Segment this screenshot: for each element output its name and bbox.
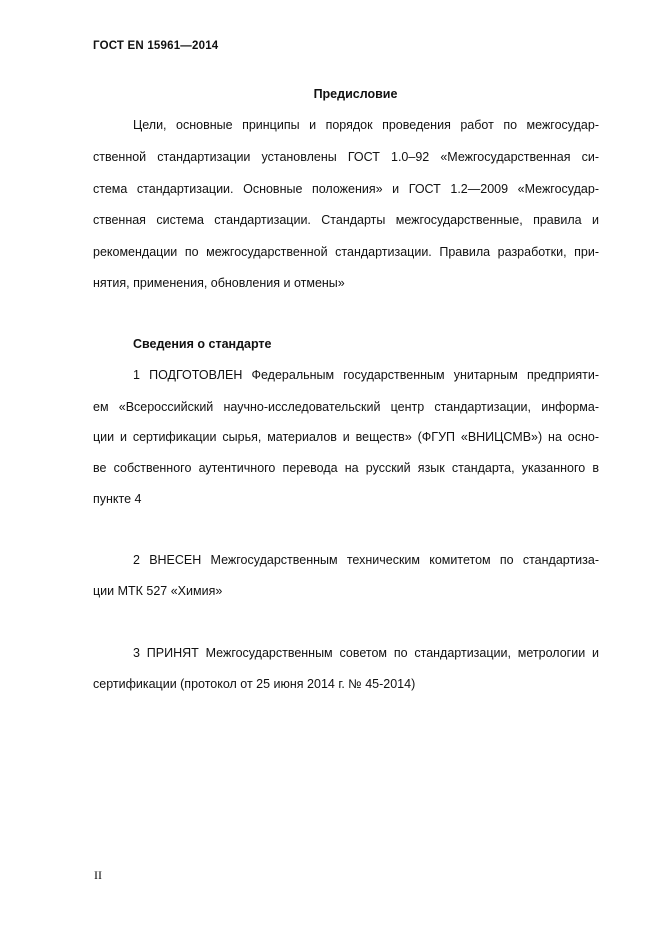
- foreword-line-5: рекомендации по межгосударственной стандартизации. Правила разработки, при-: [93, 245, 599, 259]
- foreword-line-1: Цели, основные принципы и порядок проведения работ по межгосудар-: [133, 118, 599, 132]
- item2-line-1: 2 ВНЕСЕН Межгосударственным техническим комитетом по стандартиза-: [133, 553, 599, 567]
- item1-line-1: 1 ПОДГОТОВЛЕН Федеральным государственным унитарным предприяти-: [133, 368, 599, 382]
- item2-line-2: ции МТК 527 «Химия»: [93, 584, 223, 598]
- item1-line-3: ции и сертификации сырья, материалов и веществ» (ФГУП «ВНИЦСМВ») на осно-: [93, 430, 599, 444]
- item1-line-5: пункте 4: [93, 492, 142, 506]
- foreword-line-4: ственная система стандартизации. Стандарты межгосударственные, правила и: [93, 213, 599, 227]
- foreword-line-3: стема стандартизации. Основные положения» и ГОСТ 1.2—2009 «Межгосудар-: [93, 182, 599, 196]
- item3-line-1: 3 ПРИНЯТ Межгосударственным советом по стандартизации, метрологии и: [133, 646, 599, 660]
- standard-code-header: ГОСТ EN 15961—2014: [93, 40, 219, 52]
- standard-info-title: Сведения о стандарте: [133, 337, 272, 351]
- foreword-line-2: ственной стандартизации установлены ГОСТ 1.0–92 «Межгосударственная си-: [93, 150, 599, 164]
- item1-line-4: ве собственного аутентичного перевода на русский язык стандарта, указанного в: [93, 461, 599, 475]
- item1-line-2: ем «Всероссийский научно-исследовательский центр стандартизации, информа-: [93, 400, 599, 414]
- foreword-title: Предисловие: [313, 87, 398, 101]
- foreword-line-6: нятия, применения, обновления и отмены»: [93, 276, 345, 290]
- item3-line-2: сертификации (протокол от 25 июня 2014 г. № 45-2014): [93, 677, 416, 691]
- page-number: II: [94, 868, 102, 882]
